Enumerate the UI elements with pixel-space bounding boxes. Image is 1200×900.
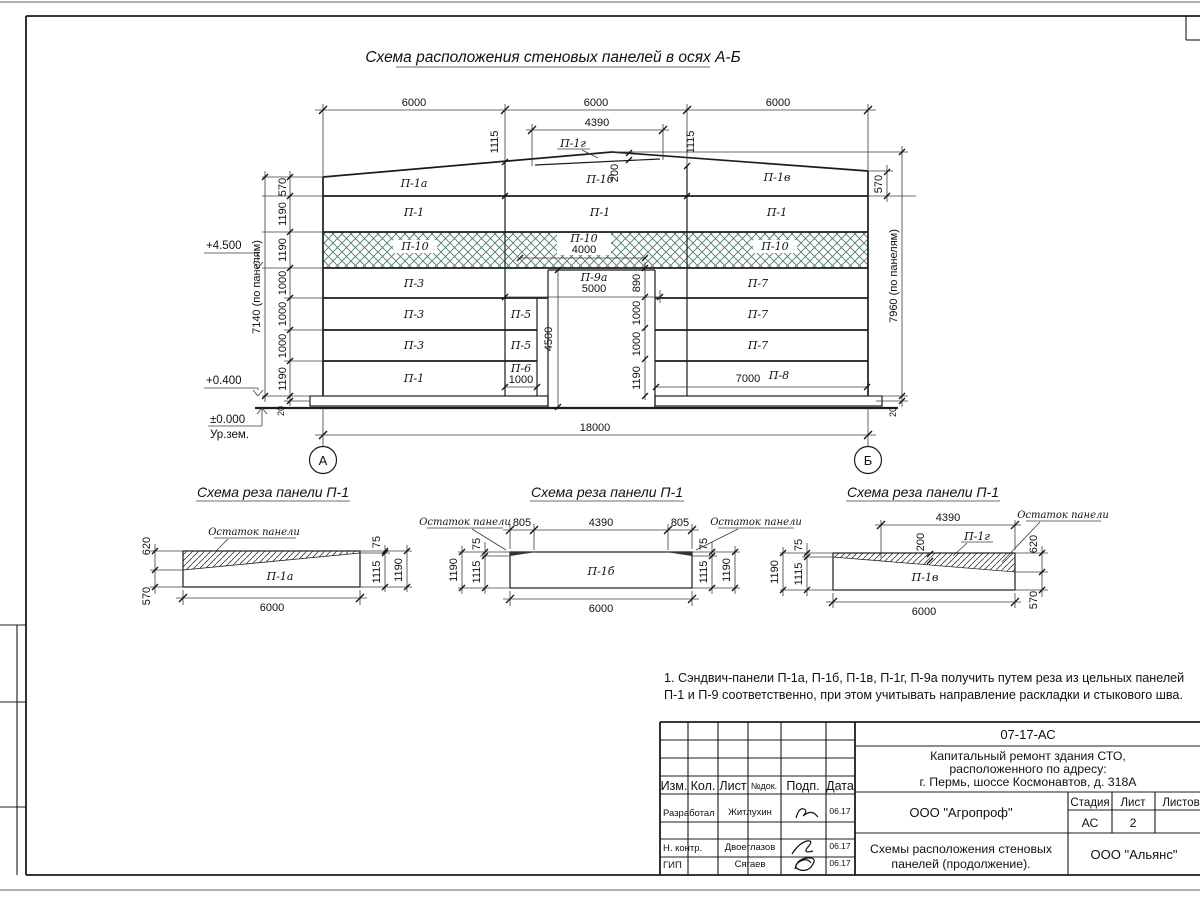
detail-1 xyxy=(141,484,412,614)
dim-4390: 4390 xyxy=(588,517,614,529)
dim-570: 570 xyxy=(1028,590,1040,610)
tb-role: Н. контр. xyxy=(663,843,703,854)
sheet-label: Лист xyxy=(1120,797,1146,809)
tb-date: 06.17 xyxy=(829,858,851,868)
panel-label: П-3 xyxy=(403,277,425,290)
tb-col: Изм. xyxy=(660,779,688,793)
panel-label: П-3 xyxy=(403,339,425,352)
tb-col: Подп. xyxy=(786,779,820,793)
dim-5000: 5000 xyxy=(581,283,607,295)
stage-label: Стадия xyxy=(1070,797,1110,809)
tb-col: Кол. xyxy=(690,779,716,793)
tb-name: Житлухин xyxy=(728,807,772,818)
dim-1000: 1000 xyxy=(508,374,534,386)
tb-role: Разработал xyxy=(663,808,715,819)
dim-75: 75 xyxy=(698,537,710,551)
dim-805: 805 xyxy=(512,517,532,529)
panel-label: П-5 xyxy=(510,339,532,352)
panel-label: П-1а xyxy=(400,177,428,190)
rest-label: Остаток панели xyxy=(1017,510,1109,521)
panel-label-p1g: П-1г xyxy=(964,530,990,543)
tb-name: Двоеглазов xyxy=(724,842,776,853)
detail-title: Схема реза панели П-1 xyxy=(197,484,349,500)
dim-chain: 1000 xyxy=(277,301,289,327)
signature xyxy=(792,841,813,854)
panel-label: П-5 xyxy=(510,308,532,321)
project-name: расположенного по адресу: xyxy=(949,762,1107,776)
cut-remainder-hatch xyxy=(833,553,1015,572)
dim-20: 20 xyxy=(888,406,898,418)
dim-6000: 6000 xyxy=(588,603,614,615)
panel-label: П-8 xyxy=(768,369,790,382)
dim-chain: 1190 xyxy=(277,367,289,391)
elevation-bottom xyxy=(310,408,882,474)
panel-label: П-1в xyxy=(763,171,791,184)
panel-label: П-1 xyxy=(403,372,425,385)
elevation-panel-labels xyxy=(400,137,870,410)
panel-label: П-3 xyxy=(403,308,425,321)
ground-label: Ур.зем. xyxy=(210,429,250,441)
panel-label: П-10 xyxy=(401,240,429,253)
page-title: Схема расположения стеновых панелей в осях А-Б xyxy=(365,49,741,66)
project-name: г. Пермь, шоссе Космонавтов, д. 318А xyxy=(919,775,1137,789)
subject: Схемы расположения стеновых xyxy=(870,842,1052,856)
cut-remainder-left xyxy=(510,552,536,556)
dim-chain: 890 xyxy=(631,273,643,293)
dim-1190: 1190 xyxy=(393,558,405,582)
panel-label: П-10 xyxy=(761,240,789,253)
dim-620: 620 xyxy=(1028,534,1040,554)
panel-label: П-1б xyxy=(586,173,614,186)
axis-label-b: Б xyxy=(863,453,873,468)
dim-570: 570 xyxy=(873,174,885,194)
rest-label: Остаток панели xyxy=(419,517,511,528)
dim-chain: 1000 xyxy=(277,333,289,359)
dim-4500: 4500 xyxy=(543,326,555,352)
title-block xyxy=(660,722,1200,875)
dim-7000: 7000 xyxy=(735,373,761,385)
dim-1115: 1115 xyxy=(793,562,805,586)
dim-200: 200 xyxy=(915,532,927,552)
note-line: П-1 и П-9 соответственно, при этом учитывать направление раскладки и стыкового шва. xyxy=(664,688,1183,702)
dim-75: 75 xyxy=(371,535,383,549)
dim-200: 200 xyxy=(609,163,621,183)
panel-label: П-1б xyxy=(587,565,615,578)
dim-chain: 1190 xyxy=(277,202,289,226)
sheets-label: Листов xyxy=(1162,797,1200,809)
panel-label-p1g: П-1г xyxy=(560,137,586,150)
panel-label: П-1 xyxy=(403,206,425,219)
rest-label: Остаток панели xyxy=(710,517,802,528)
dim-6000: 6000 xyxy=(911,606,937,618)
dim-570: 570 xyxy=(141,586,153,606)
rest-label: Остаток панели xyxy=(208,527,300,538)
dim-1190: 1190 xyxy=(448,558,460,582)
dim-total-right: 7960 (по панелям) xyxy=(888,229,900,323)
subject: панелей (продолжение). xyxy=(891,857,1031,871)
panel-label: П-1 xyxy=(589,206,611,219)
level-mark: +4.500 xyxy=(206,240,242,252)
org-name: ООО "Альянс" xyxy=(1090,847,1178,862)
elevation-left-dims xyxy=(204,171,323,441)
dim-4000: 4000 xyxy=(571,244,597,256)
dim-1115: 1115 xyxy=(698,560,710,584)
tb-date: 06.17 xyxy=(829,841,851,851)
dim-1190: 1190 xyxy=(769,560,781,584)
panel-label: П-1в xyxy=(911,571,939,584)
dim-620: 620 xyxy=(141,536,153,556)
dim-4390: 4390 xyxy=(935,512,961,524)
cut-remainder-right xyxy=(666,552,692,556)
dim-chain: 1000 xyxy=(277,270,289,296)
dim-1115: 1115 xyxy=(685,130,697,154)
signature xyxy=(796,809,818,818)
dim-1115: 1115 xyxy=(371,560,383,584)
elevation-drawing xyxy=(255,152,898,408)
dim-1115: 1115 xyxy=(489,130,501,154)
dim-chain: 1000 xyxy=(631,300,643,326)
detail-3 xyxy=(769,484,1109,618)
dim-chain: 1190 xyxy=(277,238,289,262)
sheet-number: 2 xyxy=(1129,816,1137,830)
dim-chain: 570 xyxy=(277,177,289,197)
dim-6000: 6000 xyxy=(259,602,285,614)
note xyxy=(664,671,1184,702)
dim-1115: 1115 xyxy=(471,560,483,584)
panel-label: П-6 xyxy=(510,362,532,375)
panel-label: П-7 xyxy=(747,308,769,321)
main-title xyxy=(365,49,740,67)
detail-title: Схема реза панели П-1 xyxy=(531,484,683,500)
org-name: ООО "Агропроф" xyxy=(909,805,1013,820)
panel-label: П-1а xyxy=(266,570,294,583)
level-mark: +0.400 xyxy=(206,375,242,387)
stage-value: АС xyxy=(1081,816,1099,830)
dim-6000: 6000 xyxy=(401,97,427,109)
doc-number: 07-17-АС xyxy=(1000,727,1056,742)
level-mark: ±0.000 xyxy=(210,414,246,426)
detail-2 xyxy=(419,484,802,615)
panel-label: П-7 xyxy=(747,277,769,290)
tb-date: 06.17 xyxy=(829,806,851,816)
tb-col: №док. xyxy=(750,781,778,791)
dim-805: 805 xyxy=(670,517,690,529)
axis-label-a: А xyxy=(318,453,328,468)
panel-label: П-9а xyxy=(580,271,608,284)
project-name: Капитальный ремонт здания СТО, xyxy=(930,749,1126,763)
dim-75: 75 xyxy=(471,537,483,551)
dim-6000: 6000 xyxy=(583,97,609,109)
cut-remainder-hatch xyxy=(183,551,360,570)
tb-col: Лист xyxy=(719,779,747,793)
tb-name: Сягаев xyxy=(734,859,766,870)
tb-role: ГИП xyxy=(663,860,682,871)
signature xyxy=(795,858,814,871)
dim-1190: 1190 xyxy=(721,558,733,582)
dim-chain: 1190 xyxy=(631,366,643,390)
note-line: 1. Сэндвич-панели П-1а, П-1б, П-1в, П-1г, П-9а получить путем реза из цельных панелей xyxy=(664,671,1185,685)
panel-label: П-1 xyxy=(766,206,788,219)
dim-75: 75 xyxy=(793,538,805,552)
panel-label: П-10 xyxy=(570,232,598,245)
dim-18000: 18000 xyxy=(579,422,611,434)
dim-chain: 1000 xyxy=(631,331,643,357)
dim-6000: 6000 xyxy=(765,97,791,109)
dim-4390: 4390 xyxy=(584,117,610,129)
tb-col: Дата xyxy=(826,779,854,793)
dim-chain: 20 xyxy=(276,405,286,417)
dim-total-left: 7140 (по панелям) xyxy=(251,240,263,334)
panel-label: П-7 xyxy=(747,339,769,352)
detail-title: Схема реза панели П-1 xyxy=(847,484,999,500)
